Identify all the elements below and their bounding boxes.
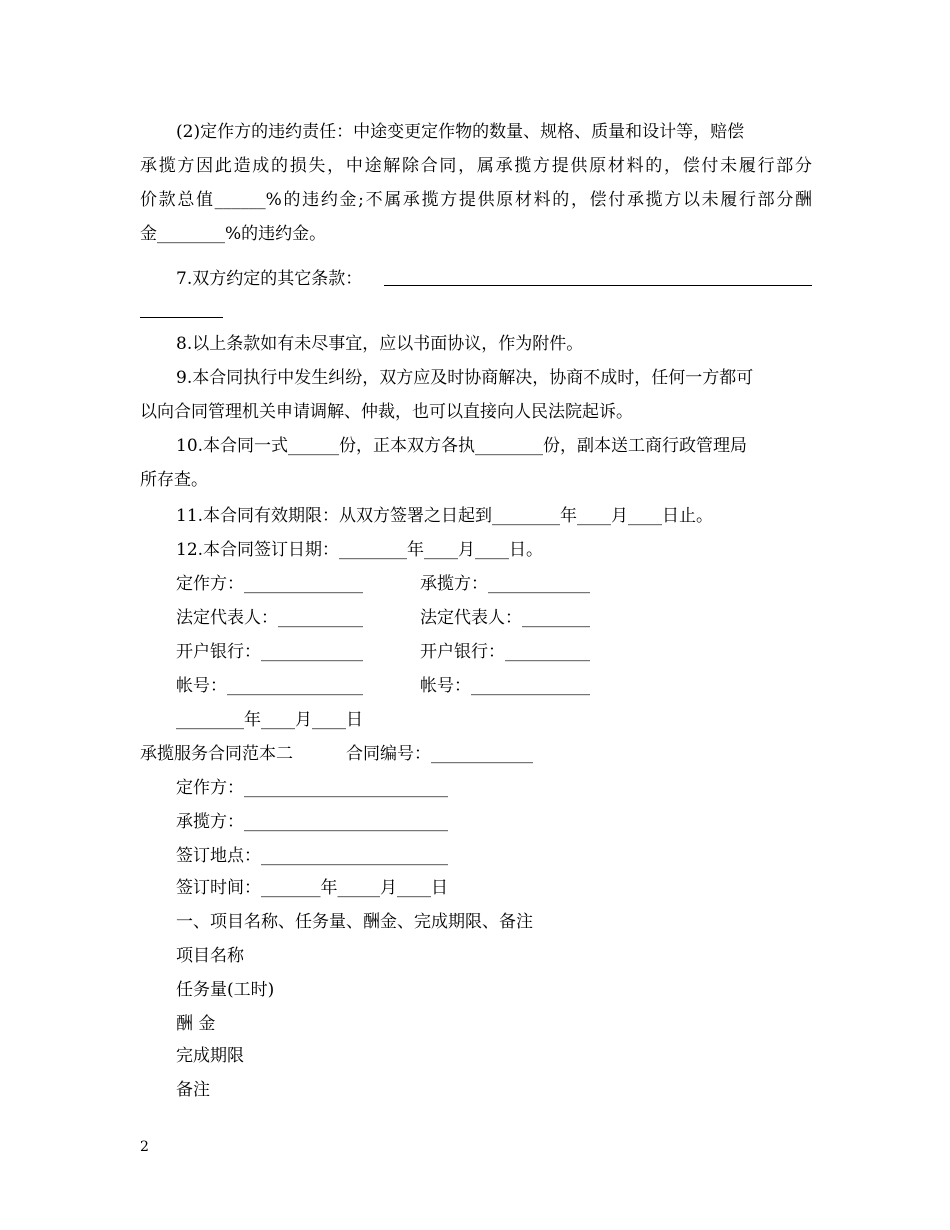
field-signing-time: 签订时间：_______年_____月____日: [176, 878, 448, 898]
signature-date: ________年____月____日: [176, 710, 363, 730]
clause-10-line-1: 10.本合同一式______份，正本双方各执________份，副本送工商行政管理局: [176, 436, 748, 456]
signature-right-bank: 开户银行：__________: [420, 642, 590, 662]
signature-left-ordering-party: 定作方：______________: [176, 574, 363, 594]
item-workload: 任务量(工时): [176, 980, 275, 1000]
item-project-name: 项目名称: [176, 946, 244, 966]
signature-right-contractor: 承揽方：____________: [420, 574, 590, 594]
clause-10-line-2: 所存查。: [140, 470, 208, 490]
clause-9-line-1: 9.本合同执行中发生纠纷，双方应及时协商解决，协商不成时，任何一方都可: [176, 368, 754, 388]
field-contractor: 承揽方：________________________: [176, 812, 448, 832]
signature-right-account: 帐号：______________: [420, 676, 590, 696]
section-1-heading: 一、项目名称、任务量、酬金、完成期限、备注: [176, 912, 533, 932]
clause-8: 8.以上条款如有未尽事宜，应以书面协议，作为附件。: [176, 334, 584, 354]
clause-6-2-line-2: 承揽方因此造成的损失，中途解除合同，属承揽方提供原材料的，偿付未履行部分: [140, 156, 812, 176]
item-remuneration: 酬 金: [176, 1014, 216, 1034]
signature-right-legal-rep: 法定代表人：________: [420, 608, 590, 628]
field-signing-place: 签订地点：______________________: [176, 846, 448, 866]
contract-number: 合同编号：____________: [346, 744, 533, 764]
page-number: 2: [140, 1139, 149, 1155]
signature-left-account: 帐号：________________: [176, 676, 363, 696]
clause-6-2-line-3: 价款总值______%的违约金;不属承揽方提供原材料的，偿付承揽方以未履行部分酬: [140, 190, 812, 210]
clause-7-blank-line: [384, 285, 812, 286]
clause-7-blank-continuation: [140, 317, 223, 318]
item-completion-deadline: 完成期限: [176, 1046, 244, 1066]
clause-12: 12.本合同签订日期：________年____月____日。: [176, 540, 544, 560]
signature-left-bank: 开户银行：____________: [176, 642, 363, 662]
field-ordering-party: 定作方：________________________: [176, 778, 448, 798]
signature-left-legal-rep: 法定代表人：__________: [176, 608, 363, 628]
clause-6-2-line-1: (2)定作方的违约责任：中途变更定作物的数量、规格、质量和设计等，赔偿: [176, 122, 745, 142]
clause-6-2-line-4: 金________%的违约金。: [140, 224, 327, 244]
clause-7: 7.双方约定的其它条款：: [176, 269, 363, 289]
item-remarks: 备注: [176, 1080, 210, 1100]
template-2-heading: 承揽服务合同范本二: [140, 744, 293, 764]
clause-11: 11.本合同有效期限：从双方签署之日起到________年____月____日止。: [176, 506, 714, 526]
clause-9-line-2: 以向合同管理机关申请调解、仲裁，也可以直接向人民法院起诉。: [140, 402, 633, 422]
